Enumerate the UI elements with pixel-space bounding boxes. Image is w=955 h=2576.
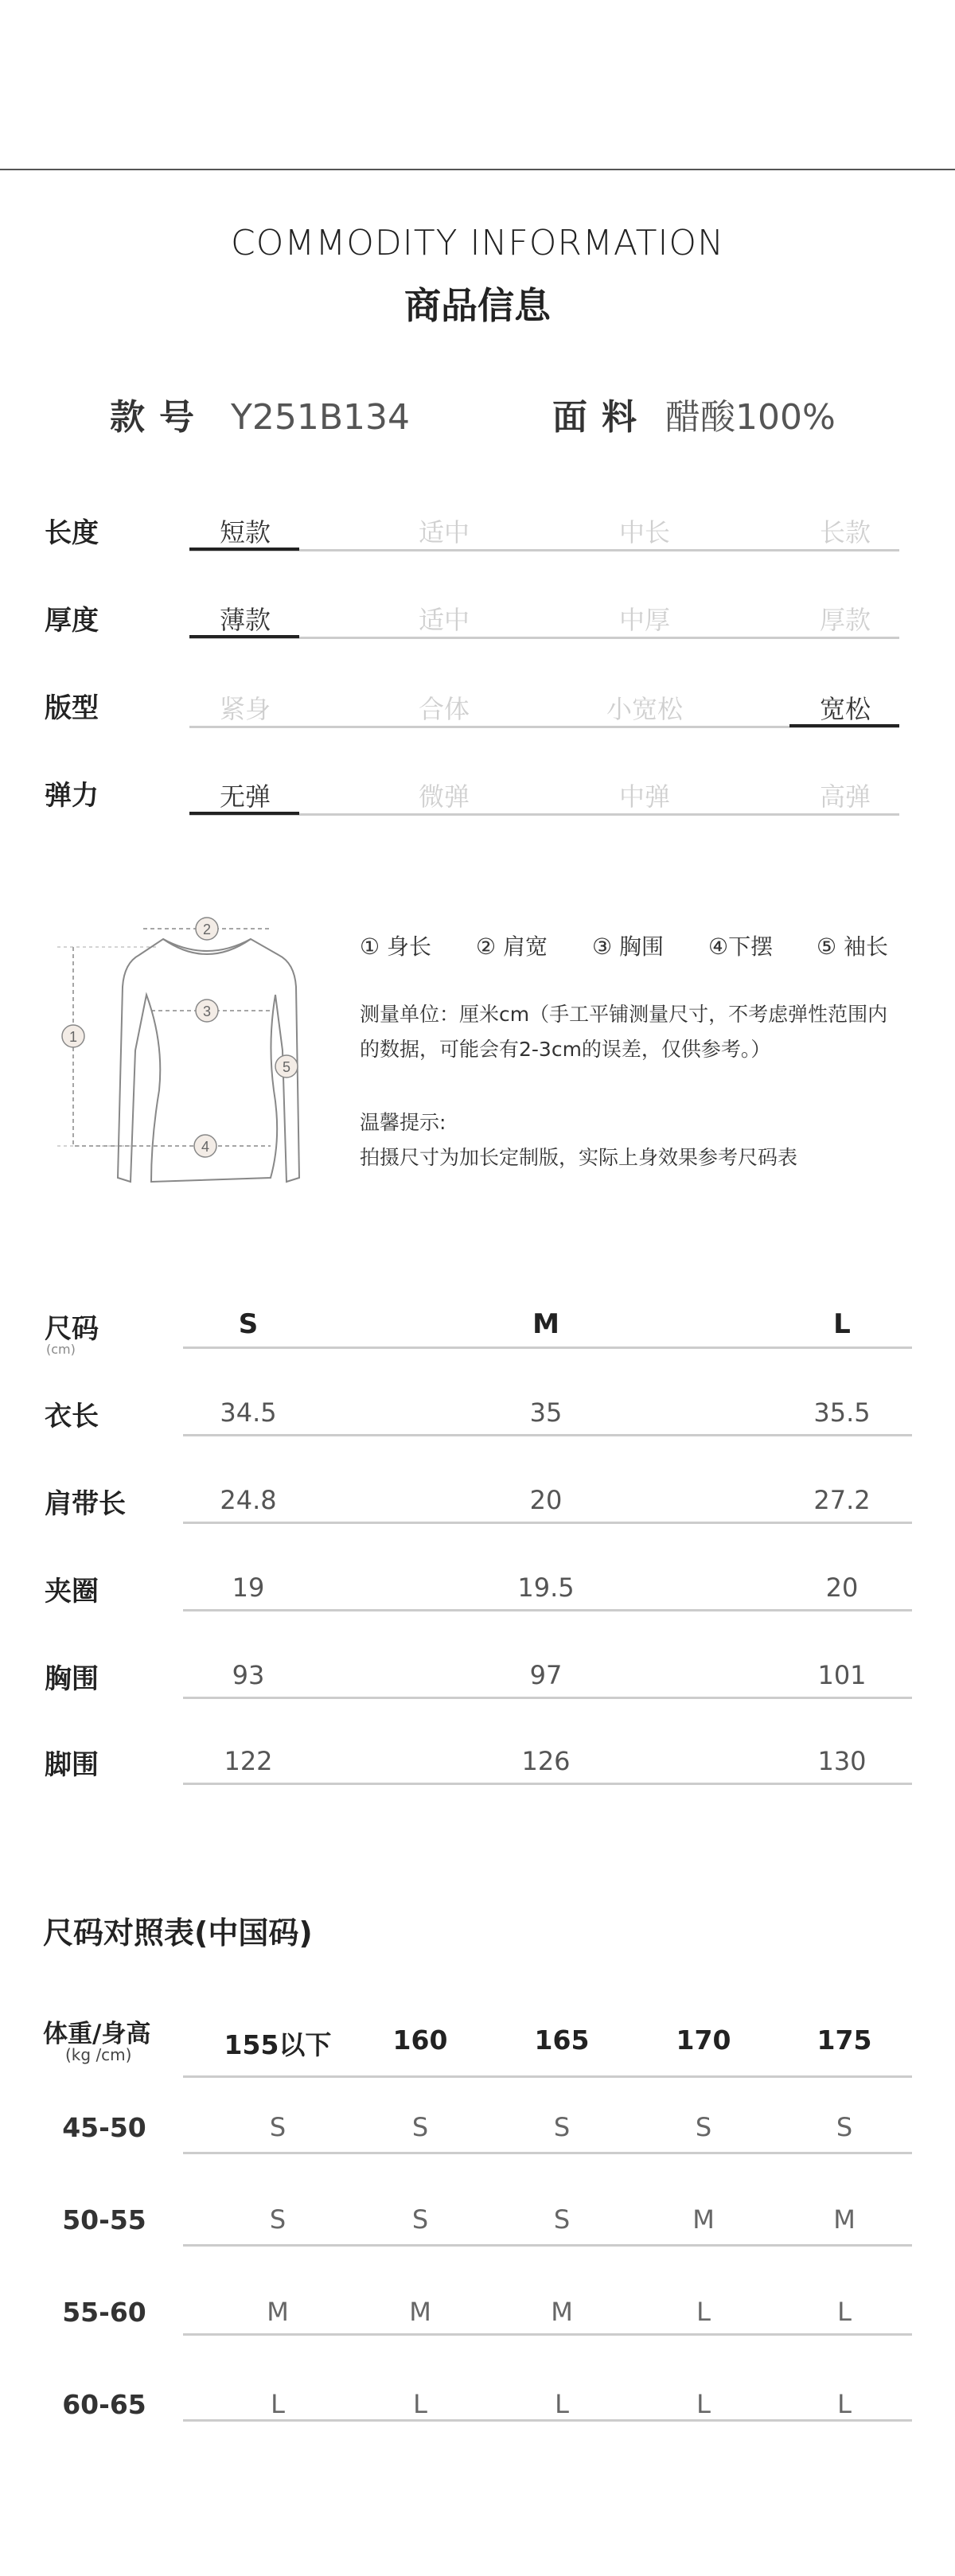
cn-size-cell: S: [553, 2204, 571, 2235]
garment-measure-diagram: [40, 907, 326, 1202]
cn-size-cell: L: [837, 2297, 852, 2327]
attr-elasticity-selected-bar: [189, 812, 299, 815]
tip-text: 拍摄尺寸为加长定制版，实际上身效果参考尺码表: [360, 1146, 798, 1169]
top-divider: [0, 169, 955, 170]
marker-5: [275, 1055, 298, 1078]
cn-size-cell: M: [551, 2297, 573, 2327]
size-cell: 24.8: [220, 1485, 277, 1515]
size-row-label: 肩带长: [45, 1488, 126, 1520]
size-col-m: M: [532, 1308, 559, 1340]
size-row-label: 脚围: [45, 1749, 99, 1781]
attr-length-selected-bar: [189, 548, 299, 551]
fabric: [552, 388, 836, 439]
style-number: [110, 388, 410, 439]
svg-text:2: 2: [202, 922, 212, 937]
size-row-label: 胸围: [45, 1663, 99, 1695]
marker-1: [62, 1025, 84, 1047]
svg-text:4: 4: [201, 1139, 210, 1155]
attr-length-label: 长度: [45, 517, 99, 549]
fabric-label: 面料: [552, 397, 651, 438]
cn-height-col: 175: [817, 2025, 872, 2056]
legend-chest: ③ 胸围: [592, 933, 665, 960]
cn-height-col: 155以下: [224, 2029, 332, 2060]
cn-size-cell: L: [837, 2389, 852, 2419]
size-table-rule: [183, 1783, 912, 1785]
cn-size-cell: S: [269, 2112, 286, 2142]
size-header-label: 尺码: [45, 1313, 99, 1345]
attr-elasticity-option: 中弹: [618, 781, 670, 812]
tip-title: 温馨提示:: [360, 1111, 446, 1134]
attr-thickness-option: 薄款: [219, 605, 271, 635]
marker-2: [196, 918, 218, 940]
size-cell: 97: [529, 1660, 563, 1690]
title-english: COMMODITY INFORMATION: [231, 223, 724, 263]
size-cell: 126: [521, 1746, 571, 1776]
unit-note-line-1: 测量单位：厘米cm（手工平铺测量尺寸，不考虑弹性范围内: [360, 1003, 888, 1026]
cn-chart-rule: [183, 2244, 912, 2247]
size-cell: 35: [529, 1397, 563, 1428]
cn-size-cell: S: [836, 2112, 853, 2142]
size-col-l: L: [833, 1308, 851, 1340]
cn-size-cell: S: [411, 2112, 429, 2142]
attr-length-option: 长款: [819, 517, 871, 548]
attr-length-option: 中长: [618, 517, 670, 548]
attr-elasticity-option: 无弹: [219, 781, 271, 812]
size-row-label: 衣长: [45, 1401, 99, 1432]
cn-chart-rule: [183, 2333, 912, 2336]
attr-elasticity-option: 微弹: [418, 781, 470, 812]
garment-neckline: [163, 939, 251, 954]
cn-size-cell: M: [833, 2204, 856, 2235]
marker-4: [194, 1135, 216, 1157]
cn-chart-rule: [183, 2152, 912, 2154]
title-chinese: 商品信息: [404, 284, 551, 327]
cn-head-label: 体重/身高: [43, 2020, 151, 2048]
attr-fit-selected-bar: [789, 724, 899, 727]
attr-fit-option: 宽松: [819, 694, 871, 724]
cn-size-cell: L: [413, 2389, 427, 2419]
cn-weight-label: 50-55: [62, 2204, 146, 2235]
attr-elasticity-option: 高弹: [819, 781, 871, 812]
attr-thickness-option: 厚款: [819, 605, 871, 635]
cn-size-cell: M: [692, 2204, 715, 2235]
size-cell: 35.5: [813, 1397, 871, 1428]
size-cell: 19.5: [517, 1572, 575, 1603]
cn-chart-rule: [183, 2075, 912, 2078]
attr-length-option: 短款: [219, 517, 271, 548]
cn-size-cell: S: [411, 2204, 429, 2235]
cn-weight-label: 55-60: [62, 2297, 146, 2328]
cn-size-cell: S: [695, 2112, 712, 2142]
size-table-rule: [183, 1346, 912, 1349]
size-cell: 101: [817, 1660, 867, 1690]
size-table-rule: [183, 1522, 912, 1524]
cn-height-col: 165: [534, 2025, 590, 2056]
unit-note-line-2: 的数据，可能会有2-3cm的误差，仅供参考。）: [360, 1038, 771, 1061]
size-cell: 20: [529, 1485, 563, 1515]
size-cell: 19: [232, 1572, 265, 1603]
size-table-rule: [183, 1697, 912, 1699]
svg-text:1: 1: [68, 1029, 78, 1045]
cn-size-cell: M: [267, 2297, 289, 2327]
svg-text:5: 5: [282, 1059, 291, 1075]
cn-weight-label: 45-50: [62, 2112, 146, 2143]
cn-head-unit: (kg /cm): [65, 2045, 132, 2064]
attr-fit-option: 合体: [418, 694, 470, 724]
marker-3: [196, 1000, 218, 1022]
cn-height-col: 160: [392, 2025, 448, 2056]
cn-size-cell: L: [696, 2297, 711, 2327]
attr-thickness-label: 厚度: [45, 605, 99, 637]
attr-thickness-selected-bar: [189, 635, 299, 638]
legend-sleeve: ⑤ 袖长: [817, 933, 889, 960]
size-row-label: 夹圈: [45, 1576, 99, 1608]
attr-fit-option: 紧身: [219, 694, 271, 724]
cn-size-cell: S: [269, 2204, 286, 2235]
cn-chart-title: 尺码对照表(中国码): [43, 1915, 313, 1951]
size-cell: 93: [232, 1660, 265, 1690]
size-header-unit: (cm): [46, 1342, 76, 1357]
attr-elasticity-label: 弹力: [45, 780, 99, 812]
cn-height-col: 170: [676, 2025, 731, 2056]
legend-body-length: ① 身长: [360, 933, 432, 960]
size-cell: 130: [817, 1746, 867, 1776]
attr-fit-option: 小宽松: [606, 694, 683, 724]
fabric-value: 醋酸100%: [665, 397, 836, 438]
attr-thickness-option: 中厚: [618, 605, 670, 635]
size-col-s: S: [238, 1308, 259, 1340]
style-number-label: 款号: [110, 397, 209, 438]
cn-weight-label: 60-65: [62, 2389, 146, 2420]
svg-text:3: 3: [202, 1004, 212, 1019]
legend-hem: ④下摆: [708, 933, 774, 960]
attr-thickness-option: 适中: [418, 605, 470, 635]
style-number-value: Y251B134: [231, 397, 411, 438]
size-cell: 27.2: [813, 1485, 871, 1515]
size-cell: 20: [825, 1572, 859, 1603]
attr-length-option: 适中: [418, 517, 470, 548]
size-cell: 34.5: [220, 1397, 277, 1428]
legend-shoulder: ② 肩宽: [476, 933, 548, 960]
cn-size-cell: L: [555, 2389, 569, 2419]
cn-size-cell: M: [409, 2297, 431, 2327]
size-table-rule: [183, 1609, 912, 1611]
size-table-rule: [183, 1434, 912, 1436]
attr-fit-label: 版型: [45, 692, 99, 724]
cn-size-cell: L: [696, 2389, 711, 2419]
cn-size-cell: S: [553, 2112, 571, 2142]
cn-chart-rule: [183, 2419, 912, 2422]
size-cell: 122: [224, 1746, 273, 1776]
cn-size-cell: L: [271, 2389, 285, 2419]
